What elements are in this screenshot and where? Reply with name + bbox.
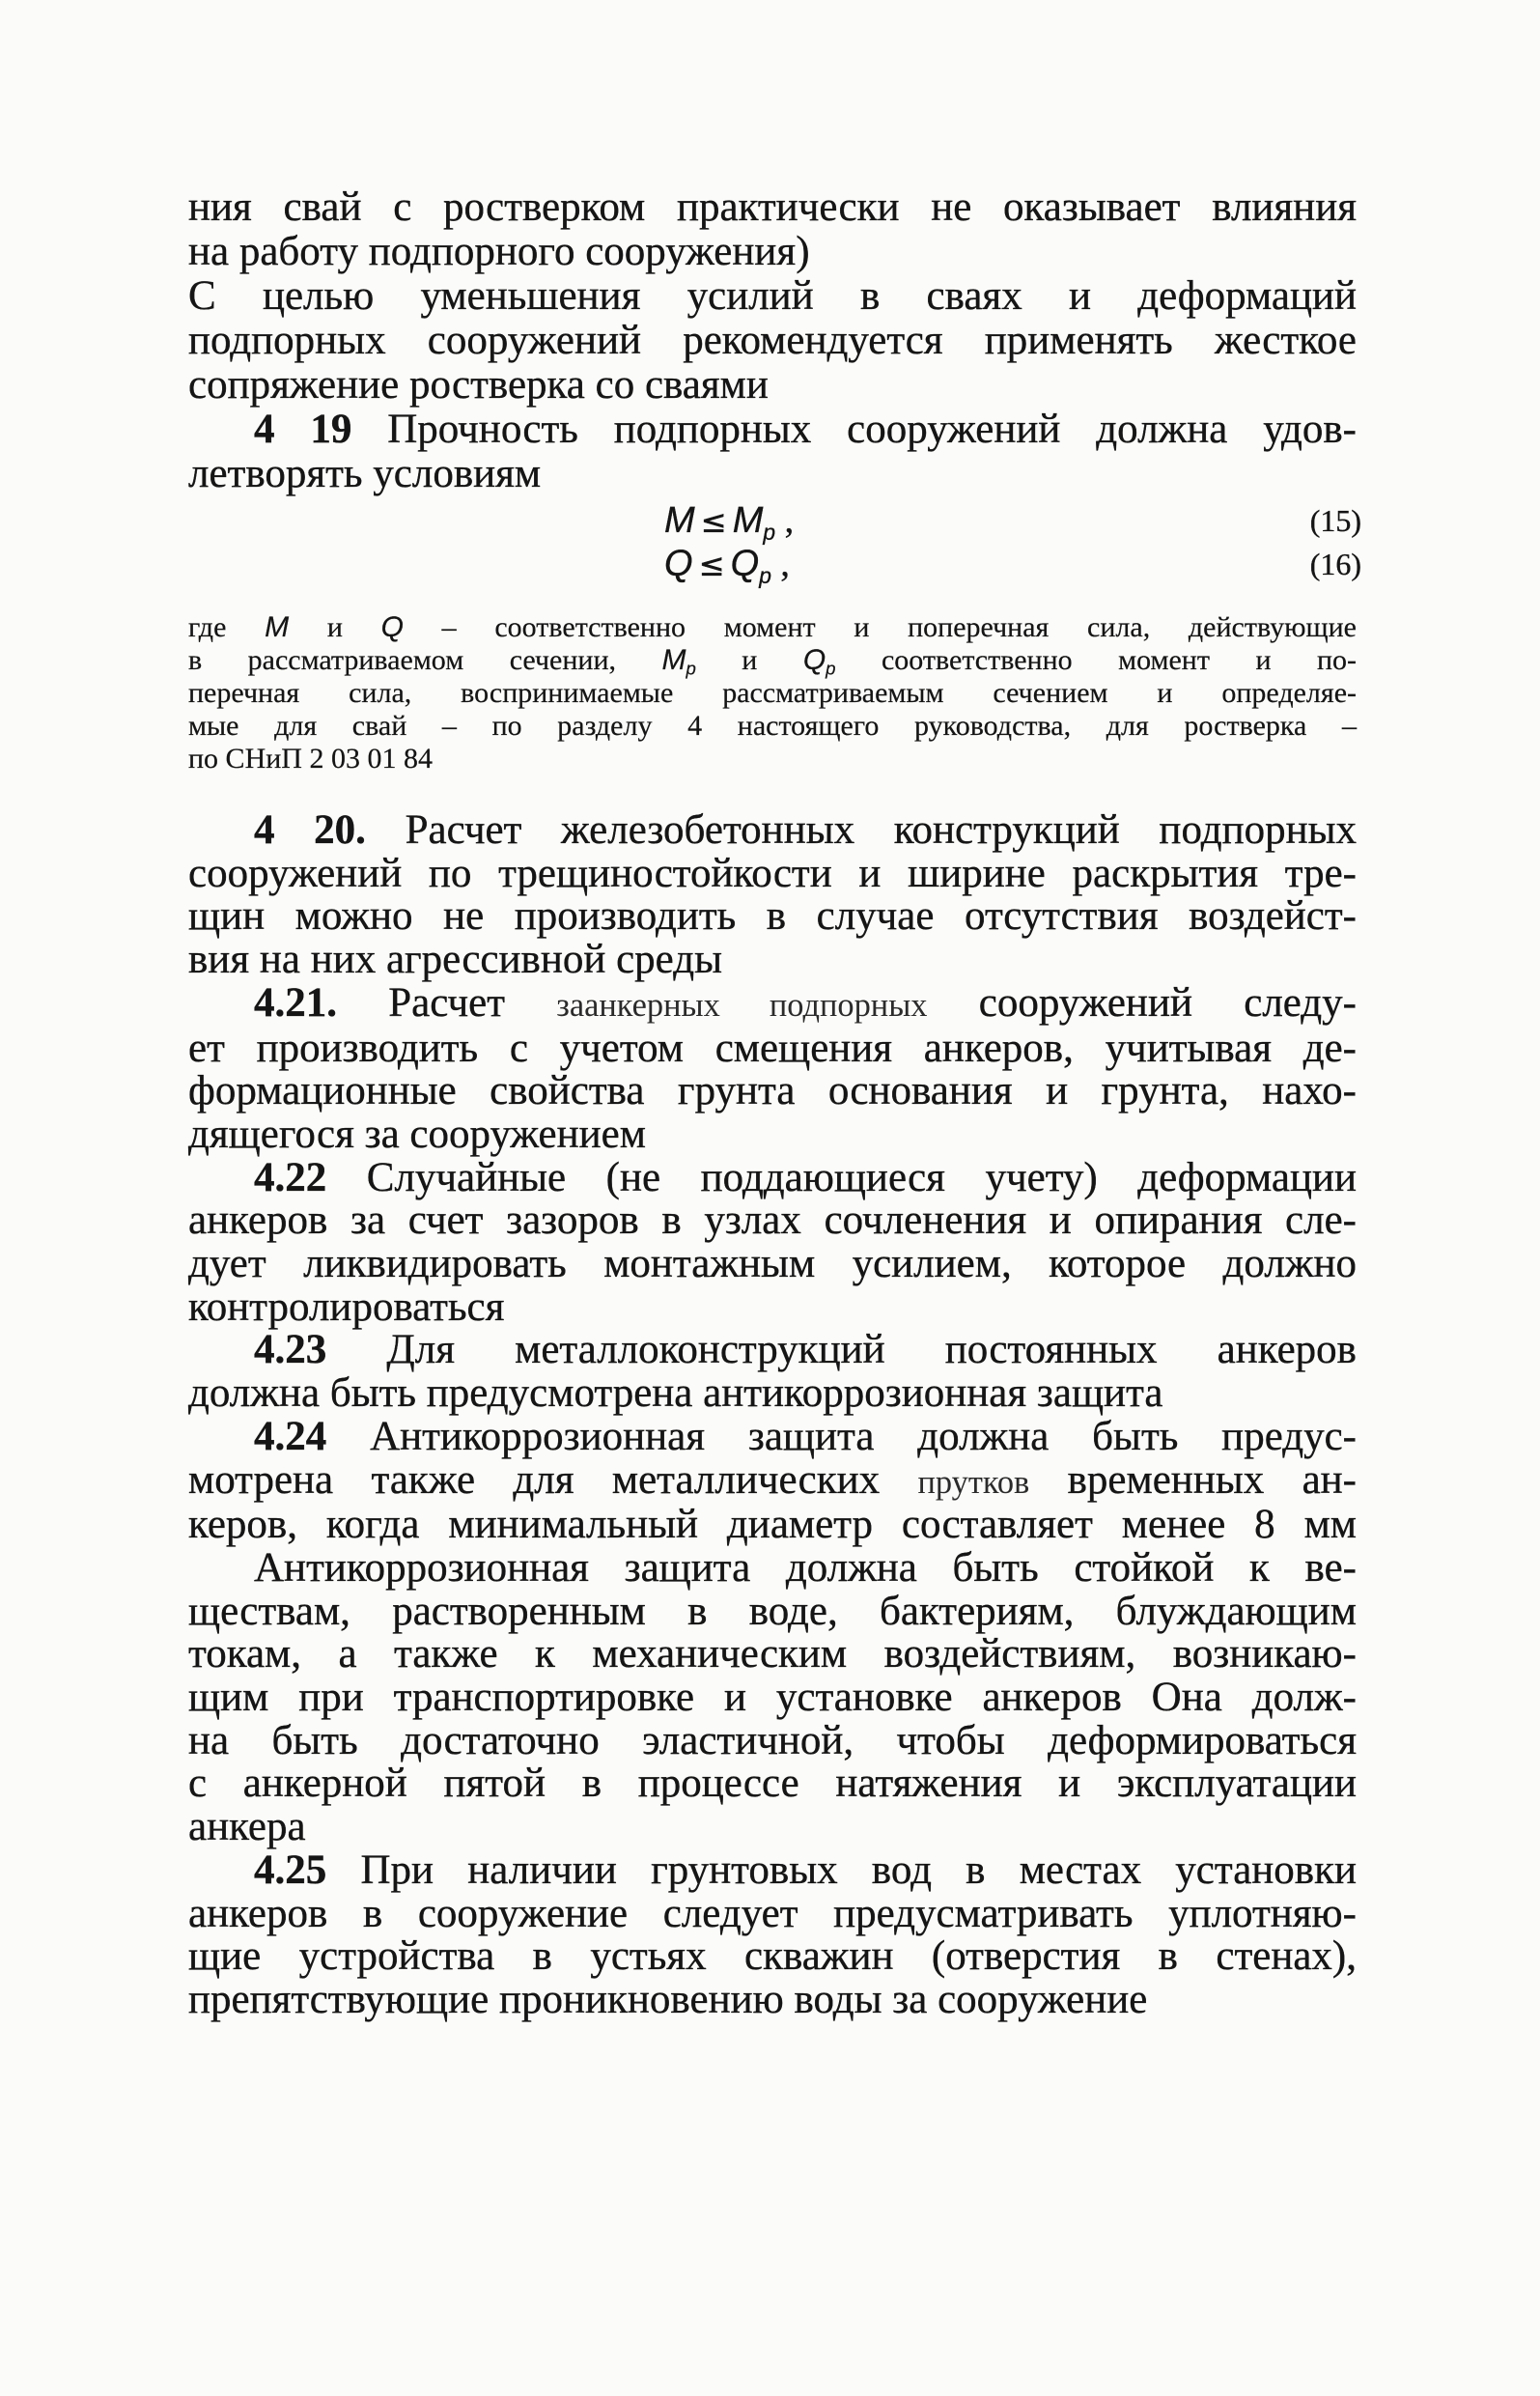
text-segment: сопряжение ростверка со сваями bbox=[188, 362, 769, 408]
section-number: 4.22 bbox=[254, 1154, 327, 1200]
text-segment: Антикоррозионная защита должна быть стойкой к ве- bbox=[254, 1544, 1357, 1591]
text-segment: вия на них агрессивной среды bbox=[188, 937, 722, 983]
paragraph bbox=[188, 185, 1357, 274]
text-segment: дящегося за сооружением bbox=[188, 1111, 646, 1157]
text-segment: щим при транспортировке и установке анкеров Она долж- bbox=[188, 1675, 1357, 1721]
text-line bbox=[188, 1199, 1357, 1243]
text-segment: контролироваться bbox=[188, 1283, 505, 1330]
text-line bbox=[188, 1762, 1357, 1806]
section-number: 4.25 bbox=[254, 1846, 327, 1893]
text-segment: где bbox=[188, 611, 266, 643]
formula-16 bbox=[0, 543, 1540, 586]
text-line bbox=[188, 809, 1357, 853]
text-segment: по СНиП 2 03 01 84 bbox=[188, 743, 433, 775]
text-segment: с анкерной пятой в процессе натяжения и эксплуатации bbox=[188, 1761, 1357, 1807]
equation-number: (16) bbox=[1309, 547, 1361, 581]
text-line bbox=[188, 230, 1357, 274]
text-segment: Для металлоконструкций постоянных анкеров bbox=[326, 1327, 1357, 1373]
paragraph bbox=[188, 611, 1357, 775]
paragraph bbox=[188, 274, 1357, 408]
text-segment: на быть достаточно эластичной, чтобы деформироваться bbox=[188, 1717, 1357, 1763]
text-segment: ет производить с учетом смещения анкеров, учитывая де- bbox=[188, 1025, 1357, 1071]
text-segment: сооружений по трещиностойкости и ширине раскрытия тре- bbox=[188, 850, 1357, 896]
text-segment: С целью уменьшения усилий в сваях и деформаций bbox=[188, 273, 1357, 319]
paragraph bbox=[188, 408, 1357, 496]
inserted-text: прутков bbox=[917, 1463, 1030, 1501]
text-line bbox=[188, 1890, 1357, 1936]
text-segment: должна быть предусмотрена антикоррозионная защита bbox=[188, 1370, 1163, 1417]
text-line bbox=[188, 1504, 1357, 1547]
inserted-text: заанкерных подпорных bbox=[556, 986, 928, 1024]
equation-number: (15) bbox=[1309, 503, 1361, 538]
text-segment: летворять условиям bbox=[188, 451, 542, 496]
text-segment: щин можно не производить в случае отсутствия воздейст- bbox=[188, 893, 1357, 940]
formula-tail: , bbox=[775, 500, 795, 541]
text-segment: дует ликвидировать монтажным усилием, которое должно bbox=[188, 1241, 1357, 1287]
text-line bbox=[188, 743, 1357, 775]
text-line bbox=[188, 1329, 1357, 1372]
text-segment: – соответственно момент и поперечная сила, действующие bbox=[403, 611, 1357, 643]
text-segment: Прочность подпорных сооружений должна удов- bbox=[351, 407, 1357, 452]
formula-relation: ≤ bbox=[700, 503, 727, 540]
section-number: 4 20. bbox=[254, 807, 366, 853]
text-line bbox=[188, 979, 1357, 1028]
text-segment: препятствующие проникновению воды за сооружение bbox=[188, 1976, 1148, 2022]
text-line bbox=[188, 710, 1357, 743]
paragraph bbox=[188, 1329, 1357, 1415]
text-segment: сооружений следу- bbox=[927, 979, 1357, 1026]
text-segment: мотрена также для металлических bbox=[188, 1456, 918, 1503]
text-line bbox=[188, 319, 1357, 363]
text-segment: и bbox=[289, 611, 381, 643]
text-block-main bbox=[188, 809, 1357, 2022]
text-segment: токам, а также к механическим воздействиям, возникаю- bbox=[188, 1631, 1357, 1677]
paragraph bbox=[188, 809, 1357, 982]
text-line bbox=[188, 1588, 1357, 1634]
section-number: 4.24 bbox=[254, 1413, 327, 1459]
text-line bbox=[188, 850, 1357, 896]
paragraph bbox=[188, 979, 1357, 1157]
text-line bbox=[188, 1717, 1357, 1763]
text-segment: соответственно момент и по- bbox=[835, 644, 1358, 676]
formula-rhs: Q bbox=[730, 544, 760, 584]
text-line bbox=[188, 1677, 1357, 1720]
formula-tail: , bbox=[770, 544, 790, 584]
text-segment: и bbox=[695, 644, 803, 676]
text-line bbox=[188, 895, 1357, 939]
text-segment: щие устройства в устьях скважин (отверстия в стенах), bbox=[188, 1933, 1357, 1980]
text-line bbox=[188, 1413, 1357, 1459]
text-segment: анкера bbox=[188, 1804, 306, 1850]
formula-relation: ≤ bbox=[698, 547, 725, 583]
section-number: 4.23 bbox=[254, 1327, 327, 1373]
text-line bbox=[188, 1846, 1357, 1893]
text-segment: ния свай с ростверком практически не оказывает влияния bbox=[188, 184, 1357, 230]
math-symbol: Q bbox=[802, 644, 826, 676]
formula-explanation-note bbox=[188, 611, 1357, 775]
text-segment: анкеров в сооружение следует предусматривать уплотняю- bbox=[188, 1890, 1357, 1936]
text-line bbox=[188, 1154, 1357, 1200]
text-segment: Случайные (не поддающиеся учету) деформации bbox=[326, 1154, 1357, 1200]
paragraph bbox=[188, 1846, 1357, 2022]
text-line bbox=[188, 939, 1357, 982]
formula-expression bbox=[664, 499, 794, 544]
text-segment: формационные свойства грунта основания и грунта, нахо- bbox=[188, 1068, 1357, 1114]
text-line bbox=[188, 677, 1357, 710]
text-line bbox=[188, 1935, 1357, 1979]
text-line bbox=[188, 1070, 1357, 1113]
text-segment: Расчет железобетонных конструкций подпорных bbox=[365, 807, 1358, 853]
text-line bbox=[188, 1806, 1357, 1849]
text-line bbox=[188, 644, 1357, 677]
paragraph bbox=[188, 1544, 1357, 1850]
text-segment: При наличии грунтовых вод в местах установки bbox=[326, 1846, 1357, 1893]
paragraph bbox=[188, 1413, 1357, 1548]
text-segment: перечная сила, воспринимаемые рассматриваемым сечением и определяе- bbox=[188, 677, 1357, 709]
text-line bbox=[188, 1976, 1357, 2022]
text-line bbox=[188, 408, 1357, 452]
text-segment: Антикоррозионная защита должна быть предус- bbox=[326, 1413, 1357, 1459]
text-line bbox=[188, 185, 1357, 230]
text-segment: в рассматриваемом сечении, bbox=[188, 644, 662, 676]
text-segment: мые для свай – по разделу 4 настоящего руководства, для ростверка – bbox=[188, 710, 1357, 742]
math-symbol: Q bbox=[380, 611, 404, 643]
text-line bbox=[188, 452, 1357, 496]
text-segment: Расчет bbox=[337, 979, 557, 1026]
math-symbol: M bbox=[661, 644, 686, 676]
text-segment: подпорных сооружений рекомендуется применять жесткое bbox=[188, 318, 1357, 363]
section-number: 4 19 bbox=[254, 407, 352, 452]
math-subscript: p bbox=[686, 658, 696, 679]
text-line bbox=[188, 1456, 1357, 1505]
formula-subscript: p bbox=[763, 519, 776, 545]
section-number: 4.21. bbox=[254, 979, 337, 1026]
math-subscript: p bbox=[826, 658, 836, 679]
text-line bbox=[188, 1372, 1357, 1416]
paragraph bbox=[188, 1154, 1357, 1330]
text-block-top bbox=[188, 185, 1357, 496]
text-line bbox=[188, 274, 1357, 319]
formula-lhs: Q bbox=[664, 544, 693, 584]
math-symbol: M bbox=[265, 611, 290, 643]
formula-15 bbox=[0, 499, 1540, 543]
text-segment: керов, когда минимальный диаметр составляет менее 8 мм bbox=[188, 1502, 1357, 1548]
text-segment: временных ан- bbox=[1029, 1456, 1357, 1503]
text-line bbox=[188, 1113, 1357, 1157]
text-line bbox=[188, 1283, 1357, 1330]
formula-expression bbox=[664, 543, 790, 587]
text-segment: на работу подпорного сооружения) bbox=[188, 229, 810, 274]
text-line bbox=[188, 1544, 1357, 1591]
text-line bbox=[188, 1243, 1357, 1286]
text-line bbox=[188, 611, 1357, 644]
text-line bbox=[188, 1025, 1357, 1071]
formula-rhs: M bbox=[732, 500, 764, 541]
text-segment: ществам, растворенным в воде, бактериям, блуждающим bbox=[188, 1588, 1357, 1634]
formula-lhs: M bbox=[664, 500, 695, 541]
formula-subscript: p bbox=[759, 562, 771, 588]
text-line bbox=[188, 363, 1357, 408]
text-segment: анкеров за счет зазоров в узлах сочленения и опирания сле- bbox=[188, 1198, 1357, 1244]
text-line bbox=[188, 1633, 1357, 1677]
